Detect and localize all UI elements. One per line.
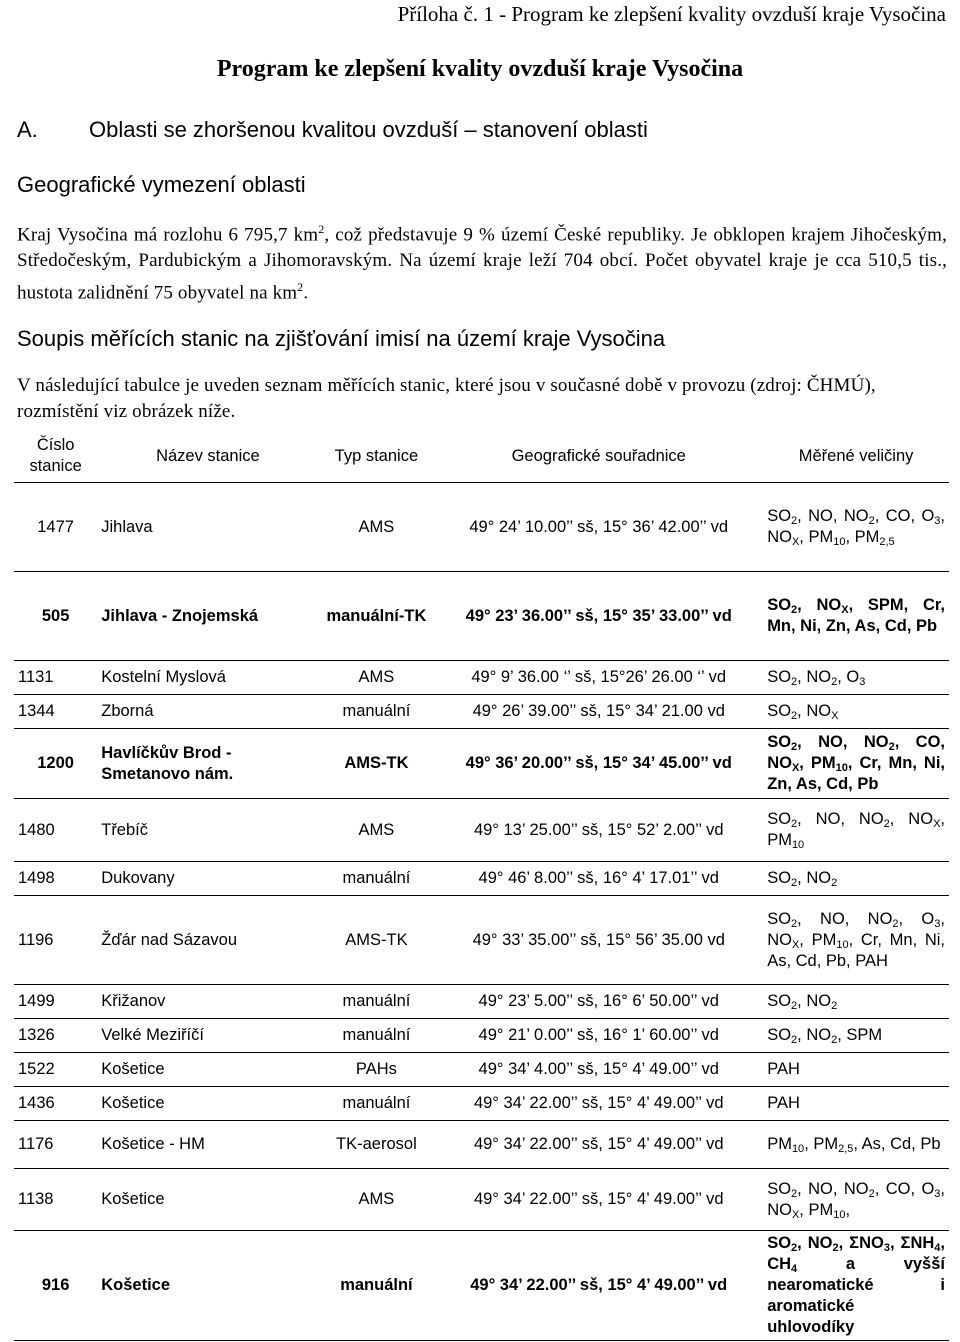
station-name: Velké Meziříčí [97, 1019, 318, 1053]
station-type: AMS [319, 483, 435, 572]
header-type: Typ stanice [319, 430, 435, 483]
stations-heading: Soupis měřících stanic na zjišťování imisí na území kraje Vysočina [17, 326, 666, 351]
table-row [14, 862, 949, 896]
station-type: manuální [319, 695, 435, 729]
table-body [14, 483, 949, 1341]
table-row [14, 1019, 949, 1053]
station-type: AMS [319, 799, 435, 862]
station-number: 1176 [14, 1121, 97, 1169]
header-measured: Měřené veličiny [763, 430, 949, 483]
table-row [14, 1087, 949, 1121]
measured-quantities: $SO_2$, $NO_X$, SPM, Cr, Mn, Ni, Zn, As, Cd, Pb [763, 572, 949, 661]
station-coordinates: 49° 26’ 39.00’’ sš, 15° 34’ 21.00 vd [434, 695, 763, 729]
station-type: AMS-TK [319, 896, 435, 985]
station-name: Košetice - HM [97, 1121, 318, 1169]
station-number: 1480 [14, 799, 97, 862]
stations-table [14, 430, 949, 1341]
station-number: 1326 [14, 1019, 97, 1053]
header-number: Číslo stanice [14, 430, 97, 483]
table-row [14, 896, 949, 985]
station-number: 1522 [14, 1053, 97, 1087]
station-name: Košetice [97, 1231, 318, 1341]
table-row [14, 1169, 949, 1231]
main-title: Program ke zlepšení kvality ovzduší kraje Vysočina [216, 56, 744, 82]
station-coordinates: 49° 21’ 0.00’’ sš, 16° 1’ 60.00’’ vd [434, 1019, 763, 1053]
station-number: 1499 [14, 985, 97, 1019]
station-number: 1344 [14, 695, 97, 729]
measured-quantities: $SO_2$, $NO_2$, SPM [763, 1019, 949, 1053]
station-name: Kostelní Myslová [97, 661, 318, 695]
station-coordinates: 49° 34’ 22.00’’ sš, 15° 4’ 49.00’’ vd [434, 1087, 763, 1121]
station-type: manuální [319, 1019, 435, 1053]
station-number: 1138 [14, 1169, 97, 1231]
measured-quantities: $SO_2$, $NO_2$ [763, 985, 949, 1019]
station-type: AMS-TK [319, 729, 435, 799]
table-row [14, 1121, 949, 1169]
geo-heading: Geografické vymezení oblasti [17, 172, 306, 197]
station-name: Zborná [97, 695, 318, 729]
intro-end: . [303, 282, 309, 304]
station-name: Košetice [97, 1087, 318, 1121]
station-number: 1200 [14, 729, 97, 799]
station-coordinates: 49° 9’ 36.00 ‘’ sš, 15°26’ 26.00 ‘’ vd [434, 661, 763, 695]
measured-quantities: $SO_2$, NO, $NO_2$, CO, $O_3$, $NO_X$, $PM_{10}$, $PM_{2,5}$ [763, 483, 949, 572]
station-type: PAHs [319, 1053, 435, 1087]
station-name: Dukovany [97, 862, 318, 896]
measured-quantities: $SO_2$, $NO_2$, $\Sigma NO_3$, $\Sigma NH_4$, $CH_4$ a vyšší nearomatické i aromatické uhlovodíky [763, 1231, 949, 1341]
station-type: manuální-TK [319, 572, 435, 661]
station-name: Žďár nad Sázavou [97, 896, 318, 985]
stations-intro [17, 373, 947, 425]
intro-start: Kraj Vysočina má rozlohu 6 795,7 km [17, 224, 319, 246]
intro-rest: , což představuje 9 % území České republiky. Je obklopen krajem Jihočeským, Středočeským, Pardubickým a Jihomoravským. Na území kraje leží 704 obcí. Počet obyvatel kraje je cca 510,5 tis., hustota zalidnění 75 obyvatel na km [17, 224, 947, 304]
station-type: AMS [319, 1169, 435, 1231]
station-coordinates: 49° 23’ 5.00’’ sš, 16° 6’ 50.00’’ vd [434, 985, 763, 1019]
station-coordinates: 49° 34’ 4.00’’ sš, 15° 4’ 49.00’’ vd [434, 1053, 763, 1087]
station-coordinates: 49° 23’ 36.00’’ sš, 15° 35’ 33.00’’ vd [434, 572, 763, 661]
measured-quantities: $SO_2$, $NO_2$ [763, 862, 949, 896]
station-number: 1477 [14, 483, 97, 572]
station-type: manuální [319, 1087, 435, 1121]
station-number: 1436 [14, 1087, 97, 1121]
intro-paragraph [17, 216, 947, 307]
station-name: Jihlava [97, 483, 318, 572]
station-name: Jihlava - Znojemská [97, 572, 318, 661]
station-coordinates: 49° 34’ 22.00’’ sš, 15° 4’ 49.00’’ vd [434, 1169, 763, 1231]
station-coordinates: 49° 34’ 22.00’’ sš, 15° 4’ 49.00’’ vd [434, 1231, 763, 1341]
station-type: manuální [319, 862, 435, 896]
station-name: Košetice [97, 1169, 318, 1231]
measured-quantities: $SO_2$, $NO_X$ [763, 695, 949, 729]
station-type: TK-aerosol [319, 1121, 435, 1169]
measured-quantities: $SO_2$, NO, $NO_2$, CO, $O_3$, $NO_X$, $PM_{10}$, [763, 1169, 949, 1231]
station-name: Křižanov [97, 985, 318, 1019]
station-name: Třebíč [97, 799, 318, 862]
table-row [14, 661, 949, 695]
appendix-header: Příloha č. 1 - Program ke zlepšení kvality ovzduší kraje Vysočina [397, 2, 946, 26]
station-number: 505 [14, 572, 97, 661]
header-geo: Geografické souřadnice [434, 430, 763, 483]
station-coordinates: 49° 24’ 10.00’’ sš, 15° 36’ 42.00’’ vd [434, 483, 763, 572]
measured-quantities: $PM_{10}$, $PM_{2,5}$, As, Cd, Pb [763, 1121, 949, 1169]
measured-quantities: $SO_2$, NO, $NO_2$, $O_3$, $NO_X$, $PM_{10}$, Cr, Mn, Ni, As, Cd, Pb, PAH [763, 896, 949, 985]
measured-quantities: PAH [763, 1053, 949, 1087]
station-number: 1131 [14, 661, 97, 695]
section-a-heading [17, 117, 648, 143]
table-row [14, 572, 949, 661]
table-row [14, 729, 949, 799]
table-row [14, 985, 949, 1019]
measured-quantities: $SO_2$, NO, $NO_2$, CO, $NO_X$, $PM_{10}$, Cr, Mn, Ni, Zn, As, Cd, Pb [763, 729, 949, 799]
measured-quantities: PAH [763, 1087, 949, 1121]
measured-quantities: $SO_2$, NO, $NO_2$, $NO_X$, $PM_{10}$ [763, 799, 949, 862]
section-letter: A. [17, 117, 38, 142]
station-coordinates: 49° 46’ 8.00’’ sš, 16° 4’ 17.01’’ vd [434, 862, 763, 896]
station-number: 1196 [14, 896, 97, 985]
table-row [14, 1231, 949, 1341]
table-row [14, 483, 949, 572]
station-name: Havlíčkův Brod - Smetanovo nám. [97, 729, 318, 799]
station-coordinates: 49° 34’ 22.00’’ sš, 15° 4’ 49.00’’ vd [434, 1121, 763, 1169]
table-header-row [14, 430, 949, 483]
superscript-2: 2 [297, 280, 304, 295]
header-name: Název stanice [97, 430, 318, 483]
measured-quantities: $SO_2$, $NO_2$, $O_3$ [763, 661, 949, 695]
station-name: Košetice [97, 1053, 318, 1087]
stations-intro-text: V následující tabulce je uveden seznam měřících stanic, které jsou v současné době v provozu (zdroj: ČHMÚ), rozmístění viz obrázek níže. [17, 375, 876, 422]
section-title: Oblasti se zhoršenou kvalitou ovzduší – stanovení oblasti [89, 117, 648, 142]
table-row [14, 799, 949, 862]
station-type: manuální [319, 985, 435, 1019]
station-number: 916 [14, 1231, 97, 1341]
table-row [14, 1053, 949, 1087]
station-coordinates: 49° 13’ 25.00’’ sš, 15° 52’ 2.00’’ vd [434, 799, 763, 862]
superscript: 2 [318, 222, 325, 236]
station-type: AMS [319, 661, 435, 695]
station-coordinates: 49° 33’ 35.00’’ sš, 15° 56’ 35.00 vd [434, 896, 763, 985]
station-type: manuální [319, 1231, 435, 1341]
table-row [14, 695, 949, 729]
station-number: 1498 [14, 862, 97, 896]
station-coordinates: 49° 36’ 20.00’’ sš, 15° 34’ 45.00’’ vd [434, 729, 763, 799]
